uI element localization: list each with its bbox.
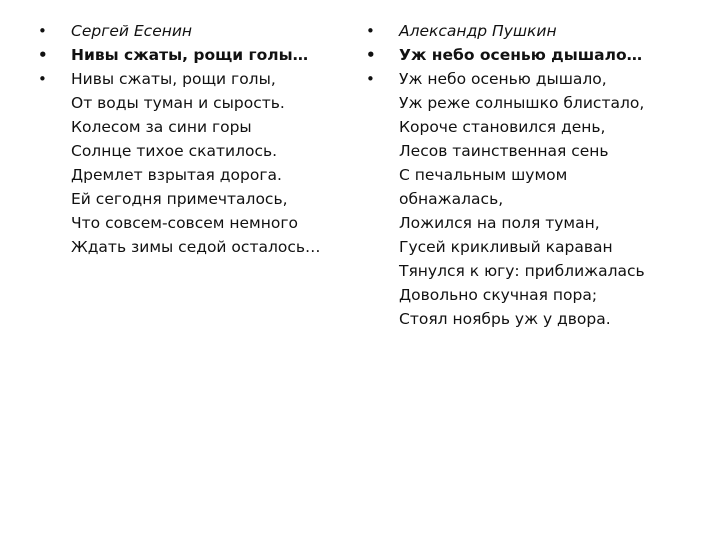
poem-line: Колесом за сини горы — [71, 118, 252, 136]
poem-line: Короче становился день, — [399, 118, 606, 136]
poem-line: Уж реже солнышко блистало, — [399, 94, 645, 112]
left-poem-text — [38, 67, 358, 259]
poem-line: Ложился на поля туман, — [399, 214, 600, 232]
right-poem-title: • Уж небо осенью дышало… — [366, 43, 706, 67]
poem-line: Ждать зимы седой осталось… — [71, 238, 321, 256]
poem-line: Дремлет взрытая дорога. — [71, 166, 282, 184]
right-poem-text — [366, 67, 706, 331]
left-author: • Сергей Есенин — [38, 19, 358, 43]
left-bullet-list — [38, 19, 358, 259]
right-author: • Александр Пушкин — [366, 19, 706, 43]
poem-line: Тянулся к югу: приближалась — [399, 262, 645, 280]
poem-line: • Уж небо осенью дышало, — [399, 70, 607, 88]
poem-line: обнажалась, — [399, 190, 504, 208]
poem-line: • Нивы сжаты, рощи голы, — [71, 70, 276, 88]
poem-line: От воды туман и сырость. — [71, 94, 285, 112]
poem-line: Лесов таинственная сень — [399, 142, 609, 160]
poem-line: Ей сегодня примечталось, — [71, 190, 288, 208]
right-bullet-list — [366, 19, 706, 331]
poem-line: С печальным шумом — [399, 166, 568, 184]
left-column — [38, 19, 358, 259]
poem-line: Стоял ноябрь уж у двора. — [399, 310, 611, 328]
poem-line: Довольно скучная пора; — [399, 286, 598, 304]
poem-line: Солнце тихое скатилось. — [71, 142, 278, 160]
poem-line: Гусей крикливый караван — [399, 238, 613, 256]
poem-line: Что совсем-совсем немного — [71, 214, 298, 232]
left-poem-title: • Нивы сжаты, рощи голы… — [38, 43, 358, 67]
right-column — [366, 19, 706, 331]
